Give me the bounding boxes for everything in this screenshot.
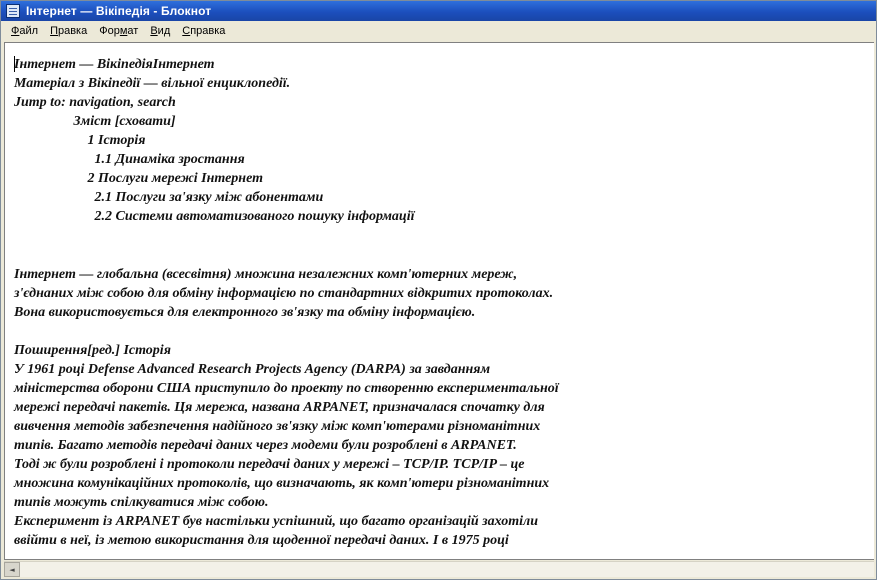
menu-format[interactable]: Формат bbox=[99, 24, 139, 37]
text-line: типів можуть спілкуватися між собою. bbox=[14, 495, 269, 511]
text-line: ввійти в неї, із метою використання для щоденної передачі даних. І в 1975 році bbox=[14, 533, 509, 549]
text-line: Інтернет — ВікіпедіяІнтернет bbox=[14, 57, 215, 72]
text-line: Експеримент із ARPANET був настільки успішний, що багато організацій захотіли bbox=[14, 514, 538, 530]
text-line: Матеріал з Вікіпедії — вільної енциклопедії. bbox=[14, 76, 291, 92]
text-line: множина комунікаційних протоколів, що визначають, як комп'ютери різноманітних bbox=[14, 476, 550, 492]
text-line: мережі передачі пакетів. Ця мережа, названа ARPANET, призначалася спочатку для bbox=[14, 399, 545, 415]
text-line: 2 Послуги мережі Інтернет bbox=[14, 171, 263, 187]
text-line: 1 Історія bbox=[14, 133, 146, 149]
text-line bbox=[14, 322, 864, 341]
menu-help[interactable]: Справка bbox=[182, 24, 226, 37]
menu-edit[interactable]: Правка bbox=[50, 24, 88, 37]
text-line bbox=[14, 245, 864, 264]
window-title: Інтернет — Вікіпедія - Блокнот bbox=[26, 4, 212, 18]
title-bar[interactable] bbox=[1, 1, 876, 21]
horizontal-scrollbar[interactable] bbox=[4, 561, 874, 577]
text-editor[interactable] bbox=[4, 42, 874, 560]
menu-bar bbox=[1, 21, 876, 40]
text-line: типів. Багато методів передачі даних через модеми були розроблені в ARPANET. bbox=[14, 437, 517, 453]
menu-file[interactable]: Файл bbox=[11, 24, 39, 37]
text-line bbox=[14, 226, 864, 245]
text-line: Jump to: navigation, search bbox=[14, 95, 176, 111]
text-line: з'єднаних між собою для обміну інформацією по стандартних відкритих протоколах. bbox=[14, 285, 554, 301]
text-line: міністерства оборони США приступило до проекту по створенню експериментальної bbox=[14, 380, 559, 396]
text-line: Інтернет — глобальна (всесвітня) множина незалежних комп'ютерних мереж, bbox=[14, 266, 518, 282]
document-text bbox=[14, 55, 864, 550]
text-line: Зміст [сховати] bbox=[14, 114, 176, 130]
text-line: Тоді ж були розроблені і протоколи передачі даних у мережі – TCP/IP. TCP/IP – це bbox=[14, 456, 525, 472]
text-line: Вона використовується для електронного зв'язку та обміну інформацією. bbox=[14, 304, 476, 320]
text-line: вивчення методів забезпечення надійного зв'язку між комп'ютерами різноманітних bbox=[14, 418, 541, 434]
notepad-icon[interactable] bbox=[6, 4, 20, 18]
text-line: У 1961 році Defense Advanced Research Projects Agency (DARPA) за завданням bbox=[14, 361, 491, 377]
text-line: 2.2 Системи автоматизованого пошуку інформації bbox=[14, 209, 415, 225]
text-line: Поширення[ред.] Історія bbox=[14, 342, 171, 358]
text-line: 2.1 Послуги за'язку між абонентами bbox=[14, 190, 324, 206]
scroll-left-arrow-icon[interactable]: ◄ bbox=[4, 562, 20, 577]
text-line: 1.1 Динаміка зростання bbox=[14, 152, 245, 168]
menu-view[interactable]: Вид bbox=[150, 24, 171, 37]
